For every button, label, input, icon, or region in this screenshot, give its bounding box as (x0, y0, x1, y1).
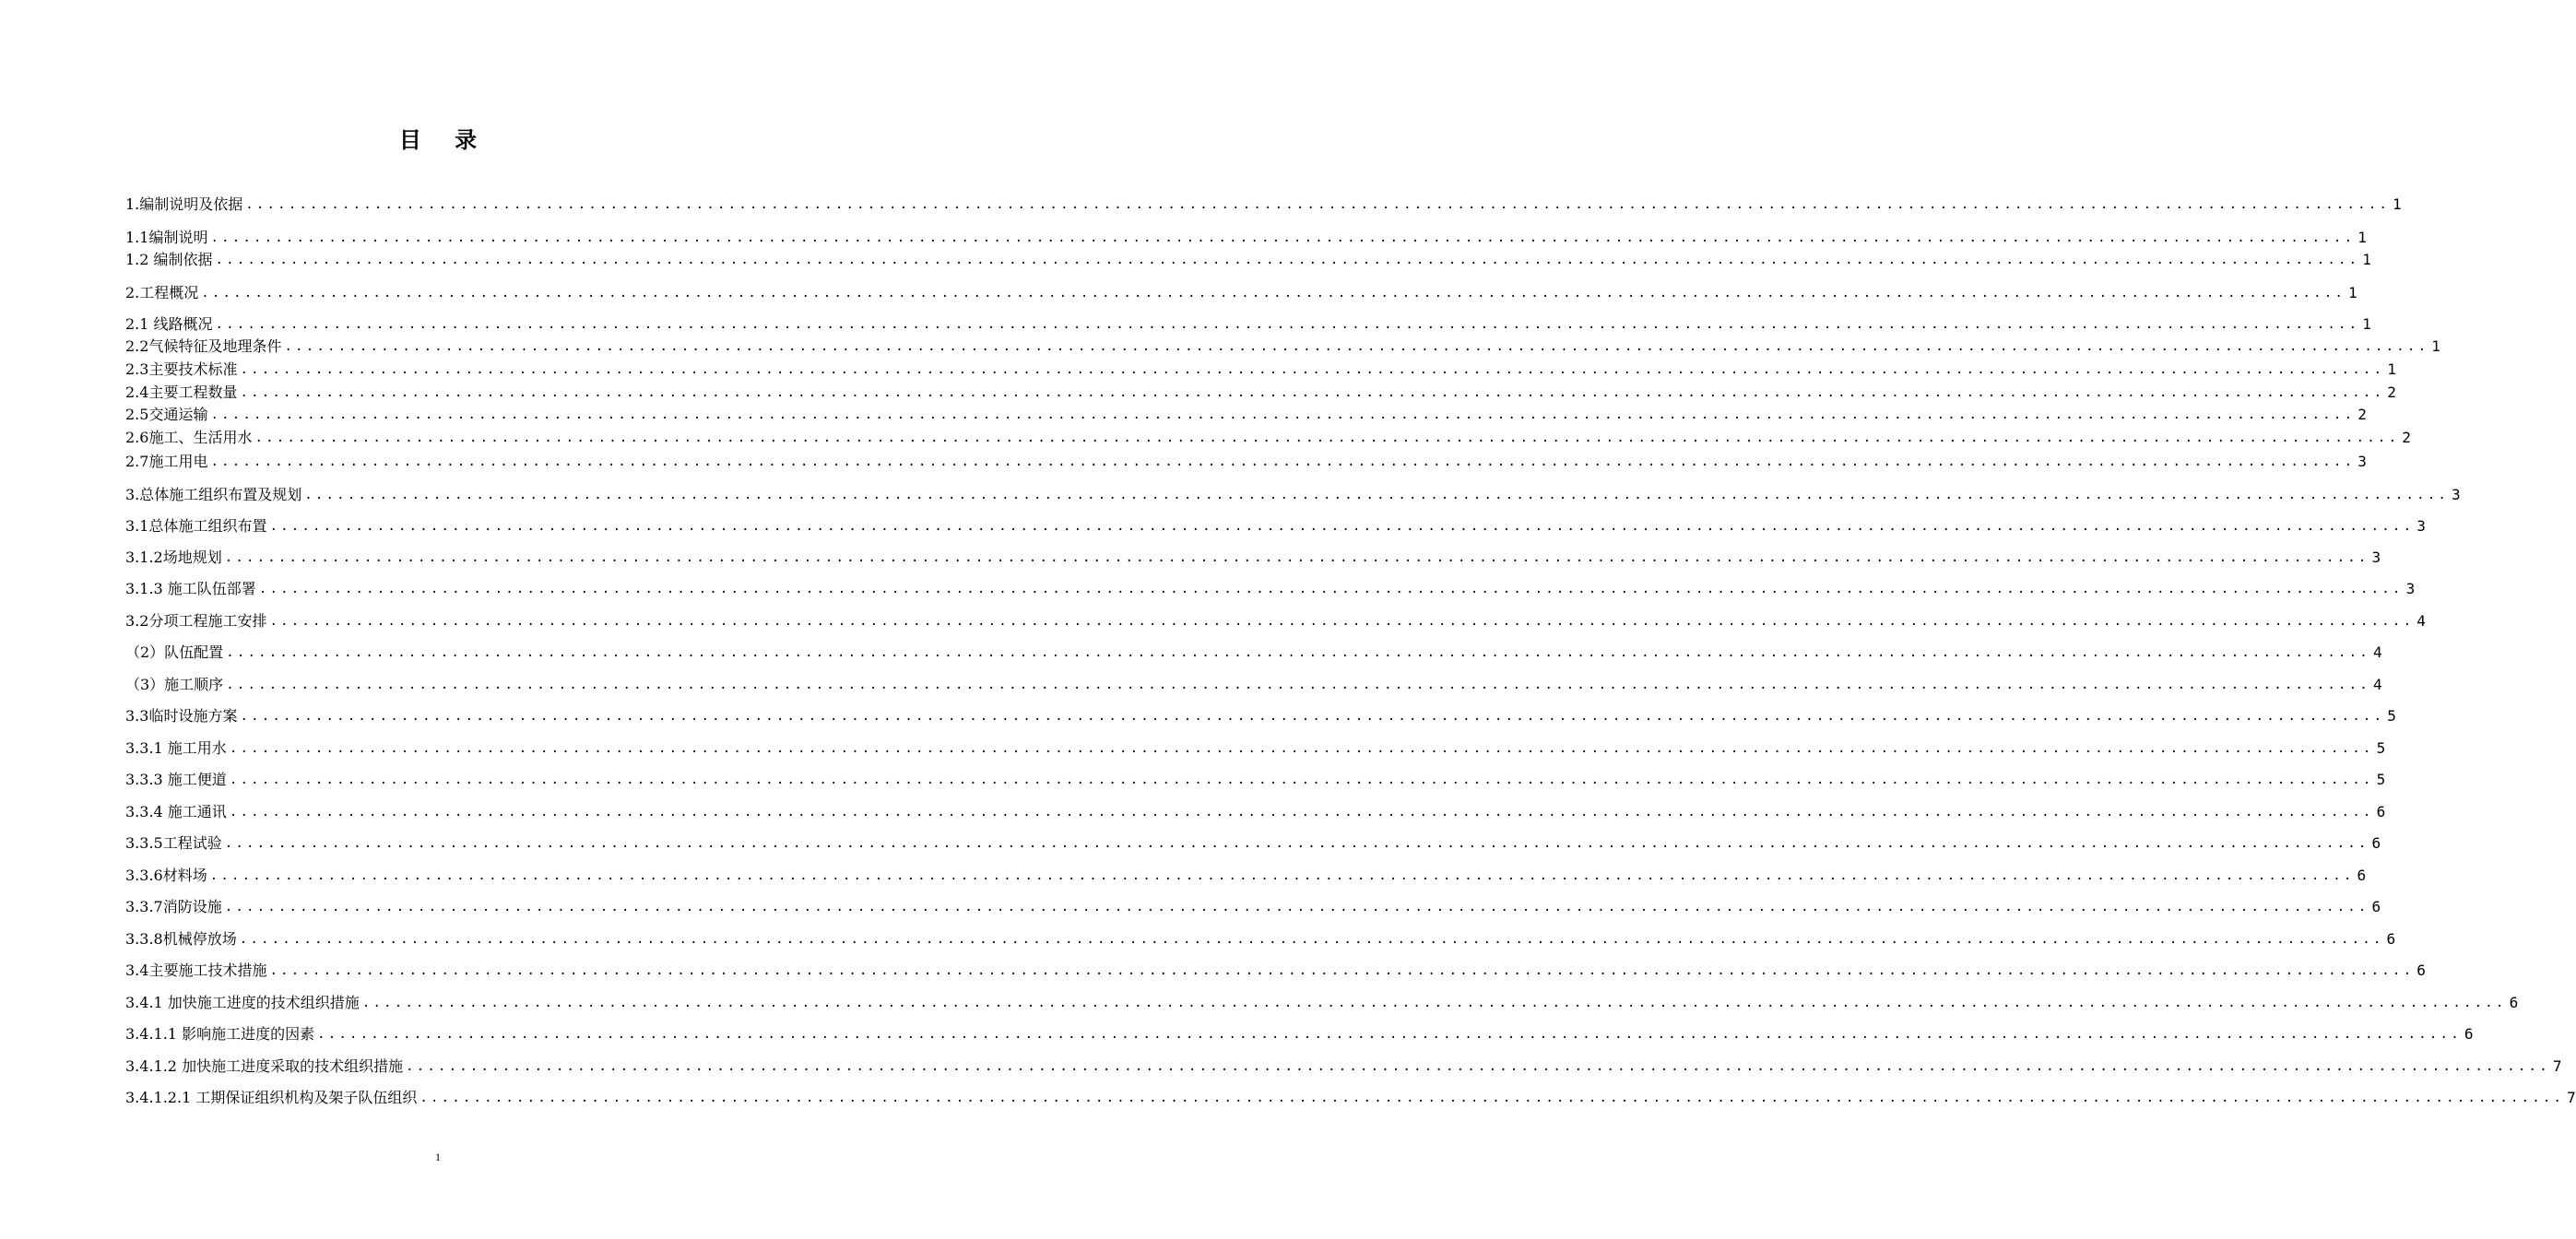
toc-entry-label: 1.2 编制依据 (125, 251, 213, 268)
toc-entry-page: 1 (2362, 315, 2371, 333)
toc-entry-label: 3.4.1.2 加快施工进度采取的技术组织措施 (125, 1057, 404, 1075)
toc-entry-label: 2.1 线路概况 (125, 315, 213, 333)
toc-entry-page: 1 (2348, 284, 2357, 301)
toc-entry[interactable] (125, 194, 2402, 214)
toc-entry-label: 3.3.7消防设施 (125, 898, 222, 915)
toc-entry[interactable] (125, 960, 2426, 980)
toc-dot-leader: ........................................................................................................................................................................................................ (229, 805, 2374, 820)
toc-entry-page: 6 (2376, 803, 2386, 820)
toc-entry[interactable] (125, 801, 2386, 821)
toc-entry-page: 4 (2372, 643, 2382, 661)
toc-entry-page: 1 (2431, 337, 2440, 355)
toc-dot-leader: ........................................................................................................................................................................................................ (229, 773, 2374, 787)
toc-entry[interactable] (125, 515, 2426, 536)
toc-dot-leader: ........................................................................................................................................................................................................ (240, 385, 2385, 400)
toc-dot-leader: ........................................................................................................................................................................................................ (224, 836, 2369, 851)
toc-entry-label: （2）队伍配置 (125, 643, 224, 661)
toc-dot-leader: ........................................................................................................................................................................................................ (269, 614, 2415, 629)
toc-dot-leader: ........................................................................................................................................................................................................ (226, 678, 2370, 692)
toc-entry-label: 2.3主要技术标准 (125, 360, 238, 378)
toc-entry[interactable] (125, 642, 2382, 662)
toc-dot-leader: ........................................................................................................................................................................................................ (304, 488, 2450, 502)
toc-entry-label: 2.4主要工程数量 (125, 384, 238, 401)
toc-dot-leader: ........................................................................................................................................................................................................ (215, 253, 2360, 267)
toc-entry-label: 3.4.1 加快施工进度的技术组织措施 (125, 994, 360, 1011)
toc-entry-label: 3.4.1.1 影响施工进度的因素 (125, 1025, 315, 1043)
toc-entry-label: 3.3.8机械停放场 (125, 930, 237, 948)
toc-entry-page: 3 (2357, 453, 2367, 470)
toc-entry[interactable] (125, 674, 2382, 694)
toc-entry[interactable] (125, 451, 2367, 471)
toc-entry-label: 3.4主要施工技术措施 (125, 962, 267, 979)
toc-entry-label: 2.工程概况 (125, 284, 199, 301)
toc-entry-page: 2 (2357, 406, 2367, 423)
toc-entry-page: 3 (2405, 580, 2416, 597)
toc-entry-page: 7 (2552, 1057, 2562, 1075)
toc-entry-label: 3.总体施工组织布置及规划 (125, 486, 302, 503)
toc-dot-leader: ........................................................................................................................................................................................................ (269, 963, 2415, 978)
toc-entry[interactable] (125, 1056, 2562, 1076)
toc-entry[interactable] (125, 865, 2367, 885)
toc-entry-label: 2.7施工用电 (125, 453, 208, 470)
toc-dot-leader: ........................................................................................................................................................................................................ (224, 900, 2369, 914)
toc-entry-page: 7 (2567, 1089, 2576, 1106)
toc-entry-page: 3 (2452, 486, 2461, 503)
page-title: 目 录 (398, 126, 490, 153)
toc-entry-label: 1.1编制说明 (125, 229, 208, 246)
toc-entry-page: 5 (2376, 739, 2386, 757)
toc-dot-leader: ........................................................................................................................................................................................................ (201, 286, 2346, 301)
toc-dot-leader: ........................................................................................................................................................................................................ (406, 1059, 2550, 1074)
toc-entry[interactable] (125, 992, 2519, 1012)
toc-entry-page: 6 (2464, 1025, 2474, 1043)
toc-entry-label: 2.2气候特征及地理条件 (125, 337, 282, 355)
toc-entry[interactable] (125, 832, 2381, 853)
toc-entry-page: 1 (2393, 195, 2402, 213)
toc-entry-page: 3 (2416, 517, 2426, 535)
toc-entry-page: 5 (2376, 771, 2386, 788)
toc-dot-leader: ........................................................................................................................................................................................................ (284, 339, 2429, 354)
toc-entry[interactable] (125, 1087, 2576, 1107)
toc-entry-page: 1 (2357, 229, 2367, 246)
toc-entry-label: 3.1总体施工组织布置 (125, 517, 267, 535)
toc-entry-page: 6 (2509, 994, 2519, 1011)
toc-dot-leader: ........................................................................................................................................................................................................ (245, 197, 2391, 212)
toc-dot-leader: ........................................................................................................................................................................................................ (269, 519, 2415, 534)
toc-dot-leader: ........................................................................................................................................................................................................ (317, 1027, 2462, 1042)
toc-entry[interactable] (125, 738, 2386, 758)
toc-entry-label: 3.2分项工程施工安排 (125, 612, 267, 630)
toc-entry-label: 3.1.3 施工队伍部署 (125, 580, 256, 597)
toc-entry-page: 2 (2402, 429, 2411, 446)
toc-entry[interactable] (125, 404, 2367, 424)
toc-entry[interactable] (125, 578, 2416, 598)
toc-entry[interactable] (125, 249, 2371, 269)
toc-entry-label: （3）施工顺序 (125, 676, 224, 693)
toc-dot-leader: ........................................................................................................................................................................................................ (210, 407, 2356, 422)
toc-entry-label: 3.4.1.2.1 工期保证组织机构及架子队伍组织 (125, 1089, 418, 1106)
toc-entry-label: 2.5交通运输 (125, 406, 208, 423)
toc-dot-leader: ........................................................................................................................................................................................................ (215, 317, 2360, 332)
toc-entry-page: 1 (2387, 360, 2396, 378)
toc-dot-leader: ........................................................................................................................................................................................................ (258, 582, 2404, 596)
toc-entry[interactable] (125, 336, 2440, 356)
toc-dot-leader: ........................................................................................................................................................................................................ (224, 550, 2369, 565)
toc-entry-label: 3.3.4 施工通讯 (125, 803, 227, 820)
toc-dot-leader: ........................................................................................................................................................................................................ (210, 454, 2356, 469)
toc-dot-leader: ........................................................................................................................................................................................................ (210, 230, 2356, 245)
toc-entry-page: 4 (2416, 612, 2426, 630)
toc-entry[interactable] (125, 282, 2357, 302)
toc-entry[interactable] (125, 610, 2426, 631)
toc-dot-leader: ........................................................................................................................................................................................................ (361, 996, 2507, 1010)
toc-entry[interactable] (125, 313, 2371, 334)
toc-entry-label: 3.3.1 施工用水 (125, 739, 227, 757)
toc-entry[interactable] (125, 484, 2461, 504)
toc-entry[interactable] (125, 547, 2381, 567)
toc-entry[interactable] (125, 769, 2386, 789)
toc-entry[interactable] (125, 896, 2381, 916)
toc-dot-leader: ........................................................................................................................................................................................................ (419, 1091, 2565, 1105)
toc-dot-leader: ........................................................................................................................................................................................................ (254, 431, 2400, 445)
toc-entry-label: 1.编制说明及依据 (125, 195, 243, 213)
toc-entry-page: 5 (2387, 707, 2396, 725)
toc-entry-page: 6 (2416, 962, 2426, 979)
toc-entry-page: 1 (2362, 251, 2371, 268)
toc-dot-leader: ........................................................................................................................................................................................................ (226, 645, 2370, 660)
toc-entry-page: 6 (2371, 834, 2381, 852)
toc-entry-page: 6 (2386, 930, 2396, 948)
toc-entry[interactable] (125, 705, 2396, 726)
toc-entry-page: 4 (2372, 676, 2382, 693)
toc-entry[interactable] (125, 227, 2367, 247)
toc-dot-leader: ........................................................................................................................................................................................................ (239, 932, 2384, 947)
toc-entry[interactable] (125, 382, 2396, 402)
toc-entry[interactable] (125, 427, 2411, 447)
toc-entry[interactable] (125, 1023, 2474, 1044)
toc-entry-page: 2 (2387, 384, 2396, 401)
toc-dot-leader: ........................................................................................................................................................................................................ (229, 741, 2374, 756)
toc-dot-leader: ........................................................................................................................................................................................................ (209, 868, 2355, 883)
toc-dot-leader: ........................................................................................................................................................................................................ (240, 709, 2385, 724)
toc-entry-page: 6 (2371, 898, 2381, 915)
toc-entry-label: 3.1.2场地规划 (125, 549, 222, 566)
page-number: 1 (435, 1150, 441, 1163)
toc-entry[interactable] (125, 359, 2396, 379)
toc-entry-page: 6 (2357, 867, 2367, 884)
toc-entry-label: 3.3临时设施方案 (125, 707, 238, 725)
toc-dot-leader: ........................................................................................................................................................................................................ (240, 362, 2385, 377)
toc-entry-page: 3 (2371, 549, 2381, 566)
toc-entry[interactable] (125, 928, 2396, 949)
toc-entry-label: 2.6施工、生活用水 (125, 429, 253, 446)
toc-entry-label: 3.3.6材料场 (125, 867, 207, 884)
toc-entry-label: 3.3.3 施工便道 (125, 771, 227, 788)
toc-entry-label: 3.3.5工程试验 (125, 834, 222, 852)
